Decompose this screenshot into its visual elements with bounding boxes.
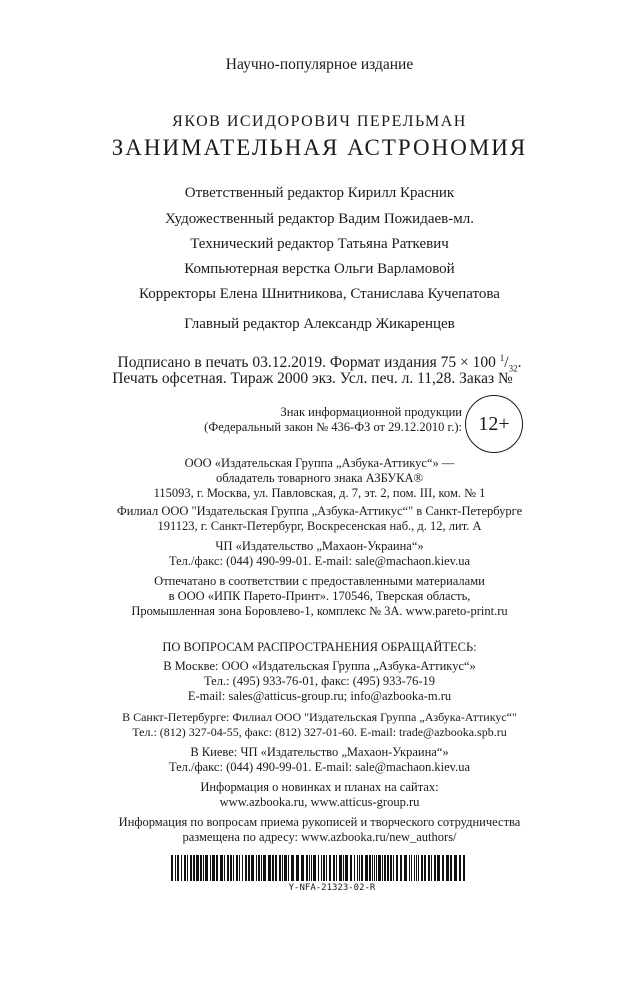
moscow-line: E-mail: sales@atticus-group.ru; info@azbooka-m.ru xyxy=(187,689,452,703)
barcode-bar xyxy=(210,855,211,881)
barcode-bar xyxy=(309,855,310,881)
barcode-bar xyxy=(365,855,368,881)
barcode-bar xyxy=(239,855,240,881)
barcode-bar xyxy=(424,855,426,881)
age-rating-badge: 12+ xyxy=(465,395,523,453)
barcode-bar xyxy=(200,855,202,881)
spb-branch-line: Филиал ООО "Издательская Группа „Азбука-Аттикус“" в Санкт-Петербурге xyxy=(116,504,523,518)
publisher-line: обладатель товарного знака АЗБУКА® xyxy=(215,471,424,485)
barcode-bar xyxy=(378,855,381,881)
barcode-bar xyxy=(258,855,260,881)
barcode-bar xyxy=(233,855,234,881)
barcode-bar xyxy=(296,855,299,881)
barcode-bar xyxy=(339,855,342,881)
barcode-bar xyxy=(387,855,389,881)
barcode-bar xyxy=(411,855,412,881)
barcode-bar xyxy=(275,855,277,881)
barcode-bar xyxy=(216,855,218,881)
barcode-bar xyxy=(177,855,179,881)
barcode-bar xyxy=(181,855,182,881)
barcode-bar xyxy=(291,855,294,881)
spb-branch-line: 191123, г. Санкт-Петербург, Воскресенская наб., д. 12, лит. А xyxy=(157,519,482,533)
barcode-bar xyxy=(409,855,410,881)
barcode-bar xyxy=(431,855,432,881)
barcode-bar xyxy=(345,855,348,881)
barcode-bar xyxy=(333,855,335,881)
barcode-bar xyxy=(323,855,325,881)
barcode-bar xyxy=(437,855,440,881)
chief-editor: Главный редактор Александр Жикаренцев xyxy=(184,316,455,332)
barcode-bar xyxy=(393,855,394,881)
barcode-number: Y-NFA-21323-02-R xyxy=(288,883,376,893)
barcode-bar xyxy=(414,855,415,881)
barcode-bar xyxy=(184,855,186,881)
barcode-bar xyxy=(450,855,452,881)
moscow-line: В Москве: ООО «Издательская Группа „Азбука-Аттикус“» xyxy=(163,659,476,673)
barcode-bar xyxy=(230,855,232,881)
barcode-bar xyxy=(329,855,331,881)
author-name: ЯКОВ ИСИДОРОВИЧ ПЕРЕЛЬМАН xyxy=(172,113,467,130)
printed-line: в ООО «ИПК Парето-Принт». 170546, Тверская область, xyxy=(168,589,471,603)
kiev-line: В Киеве: ЧП «Издательство „Махаон-Украина“» xyxy=(190,745,449,759)
barcode-bar xyxy=(236,855,238,881)
barcode-bar xyxy=(272,855,274,881)
barcode-bar xyxy=(306,855,308,881)
manuscripts-line: размещена по адресу: www.azbooka.ru/new_authors/ xyxy=(182,830,457,844)
barcode-bar xyxy=(418,855,419,881)
barcode-bar xyxy=(245,855,247,881)
barcode-bar xyxy=(376,855,377,881)
barcode-bar xyxy=(196,855,199,881)
barcode-bar xyxy=(434,855,436,881)
moscow-line: Тел.: (495) 933-76-01, факс: (495) 933-76-19 xyxy=(203,674,436,688)
barcode-bar xyxy=(193,855,195,881)
barcode-bar xyxy=(248,855,250,881)
barcode-bar xyxy=(171,855,173,881)
barcode-bar xyxy=(224,855,225,881)
barcode-bar xyxy=(357,855,358,881)
barcode-bar xyxy=(311,855,312,881)
kiev-line: Тел./факс: (044) 490-99-01. E-mail: sale@machaon.kiev.ua xyxy=(168,760,471,774)
barcode-bar xyxy=(396,855,398,881)
barcode-bar xyxy=(400,855,402,881)
barcode-bar xyxy=(268,855,271,881)
printed-line: Отпечатано в соответствии с предоставленными материалами xyxy=(154,574,485,588)
barcode-bar xyxy=(421,855,423,881)
barcode-bar xyxy=(261,855,262,881)
barcode-bar xyxy=(369,855,371,881)
barcode-bar xyxy=(282,855,283,881)
barcode-bar xyxy=(284,855,287,881)
barcode-bar xyxy=(318,855,319,881)
barcode-bar xyxy=(404,855,407,881)
print-info-line-2: Печать офсетная. Тираж 2000 экз. Усл. печ. л. 11,28. Заказ № xyxy=(112,370,513,387)
credit-line: Художественный редактор Вадим Пожидаев-мл. xyxy=(165,211,474,227)
barcode-bar xyxy=(463,855,465,881)
barcode-bar xyxy=(446,855,449,881)
spb-distribution-line: В Санкт-Петербурге: Филиал ООО "Издательская Группа „Азбука-Аттикус“" xyxy=(122,710,517,724)
barcode-bar xyxy=(336,855,337,881)
print-info-line-1: Подписано в печать 03.12.2019. Формат издания 75 × 100 $^1/_{32}$. xyxy=(117,353,522,374)
barcode-bar xyxy=(190,855,192,881)
barcode-bar xyxy=(454,855,457,881)
barcode-bar xyxy=(374,855,375,881)
barcode-bar xyxy=(220,855,223,881)
manuscripts-line: Информация по вопросам приема рукописей и творческого сотрудничества xyxy=(118,815,521,829)
spb-distribution-line: Тел.: (812) 327-04-55, факс: (812) 327-01-60. E-mail: trade@azbooka.spb.ru xyxy=(132,725,507,739)
barcode-bar xyxy=(361,855,363,881)
news-line: Информация о новинках и планах на сайтах: xyxy=(200,780,439,794)
barcode-bar xyxy=(279,855,281,881)
book-title: ЗАНИМАТЕЛЬНАЯ АСТРОНОМИЯ xyxy=(111,135,528,160)
barcode-bar xyxy=(301,855,304,881)
ukraine-line: Тел./факс: (044) 490-99-01. E-mail: sale@machaon.kiev.ua xyxy=(168,554,471,568)
barcode-bar xyxy=(326,855,327,881)
barcode-bar xyxy=(242,855,243,881)
barcode-bar xyxy=(251,855,254,881)
publisher-line: ООО «Издательская Группа „Азбука-Аттикус“» — xyxy=(184,456,455,470)
barcode-bar xyxy=(227,855,229,881)
ukraine-line: ЧП «Издательство „Махаон-Украина“» xyxy=(215,539,424,553)
barcode-bar xyxy=(459,855,461,881)
barcode-bar xyxy=(350,855,352,881)
barcode-bar xyxy=(321,855,322,881)
edition-type: Научно-популярное издание xyxy=(225,56,414,73)
barcode-bar xyxy=(372,855,373,881)
barcode-bar xyxy=(187,855,188,881)
info-mark-law: (Федеральный закон № 436-ФЗ от 29.12.2010 г.): xyxy=(204,420,462,434)
barcode-bar xyxy=(203,855,204,881)
barcode-bar xyxy=(263,855,266,881)
barcode-image xyxy=(171,855,467,881)
credit-line: Корректоры Елена Шнитникова, Станислава Кучепатова xyxy=(139,286,500,302)
barcode-bar xyxy=(359,855,360,881)
barcode-bar xyxy=(212,855,215,881)
credit-line: Ответственный редактор Кирилл Красник xyxy=(184,185,455,201)
barcode-bar xyxy=(416,855,417,881)
barcode-bar xyxy=(175,855,176,881)
barcode-bar xyxy=(313,855,316,881)
publisher-line: 115093, г. Москва, ул. Павловская, д. 7, эт. 2, пом. III, ком. № 1 xyxy=(153,486,486,500)
credit-line: Технический редактор Татьяна Раткевич xyxy=(190,236,449,252)
barcode-bar xyxy=(428,855,430,881)
barcode-bar xyxy=(354,855,355,881)
printed-line: Промышленная зона Боровлево-1, комплекс № 3А. www.pareto-print.ru xyxy=(131,604,508,618)
barcode-bar xyxy=(382,855,383,881)
news-line: www.azbooka.ru, www.atticus-group.ru xyxy=(219,795,420,809)
distribution-heading: ПО ВОПРОСАМ РАСПРОСТРАНЕНИЯ ОБРАЩАЙТЕСЬ: xyxy=(162,640,477,654)
barcode-bar xyxy=(390,855,392,881)
barcode-bar xyxy=(384,855,386,881)
barcode-bar xyxy=(442,855,444,881)
barcode-bar xyxy=(343,855,344,881)
barcode-bar xyxy=(256,855,257,881)
info-mark-label: Знак информационной продукции xyxy=(280,405,462,419)
barcode-bar xyxy=(288,855,289,881)
barcode-bar xyxy=(205,855,208,881)
credit-line: Компьютерная верстка Ольги Варламовой xyxy=(184,261,455,277)
